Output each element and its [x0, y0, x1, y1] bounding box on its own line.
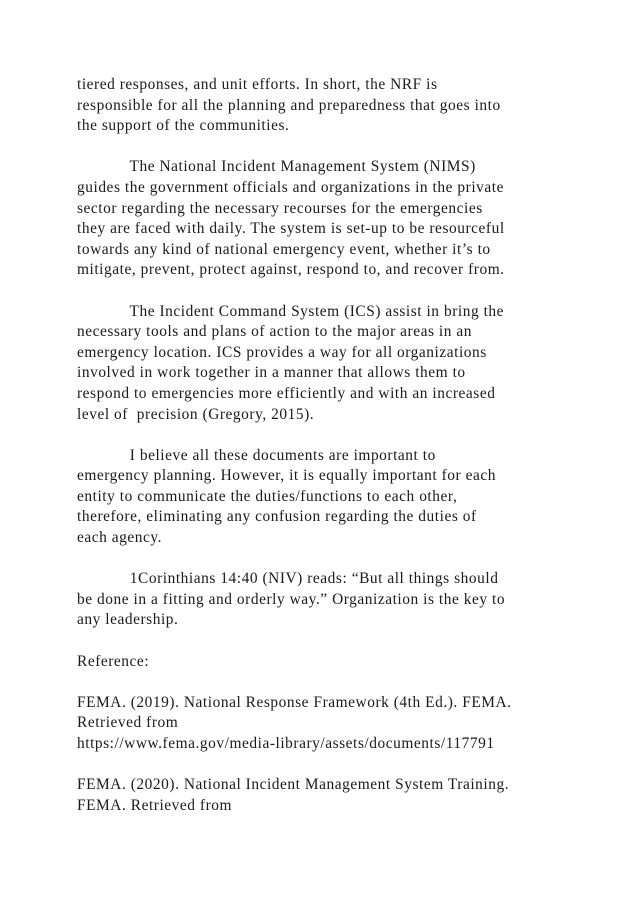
text-line: level of precision (Gregory, 2015).: [77, 405, 315, 423]
text-line: I believe all these documents are important to: [77, 446, 436, 464]
reference-entry-fema-2019: [77, 693, 597, 755]
text-line: towards any kind of national emergency event, whether it’s to: [77, 240, 491, 258]
reference-entry-fema-2020: [77, 775, 597, 816]
paragraph-spacer: [77, 281, 597, 302]
text-line: respond to emergencies more efficiently and with an increased: [77, 384, 496, 402]
reference-url: https://www.fema.gov/media-library/assets/documents/117791: [77, 735, 495, 752]
paragraph-spacer: [77, 425, 597, 446]
paragraph-nims: [77, 157, 597, 281]
reference-heading: [77, 652, 597, 673]
text-line: any leadership.: [77, 611, 179, 629]
paragraph-ics: [77, 302, 597, 426]
text-line: mitigate, prevent, protect against, respond to, and recover from.: [77, 261, 505, 279]
text-line: emergency planning. However, it is equally important for each: [77, 467, 496, 485]
paragraph-spacer: [77, 672, 597, 693]
text-line: necessary tools and plans of action to the major areas in an: [77, 323, 472, 341]
paragraph-nrf-continuation: [77, 75, 597, 137]
text-line: FEMA. (2020). National Incident Management System Training.: [77, 776, 510, 794]
paragraph-scripture: [77, 569, 597, 631]
paragraph-spacer: [77, 549, 597, 570]
text-line: 1Corinthians 14:40 (NIV) reads: “But all things should: [77, 570, 499, 588]
text-line: guides the government officials and organizations in the private: [77, 178, 504, 196]
text-line: The Incident Command System (ICS) assist in bring the: [77, 302, 505, 320]
paragraph-spacer: [77, 755, 597, 776]
text-line: Retrieved from: [77, 714, 179, 732]
text-line: each agency.: [77, 529, 163, 547]
text-line: responsible for all the planning and preparedness that goes into: [77, 96, 501, 114]
paragraph-spacer: [77, 137, 597, 158]
paragraph-spacer: [77, 631, 597, 652]
text-line: involved in work together in a manner that allows them to: [77, 364, 466, 382]
text-line: therefore, eliminating any confusion regarding the duties of: [77, 508, 477, 526]
text-line: emergency location. ICS provides a way for all organizations: [77, 343, 487, 361]
text-line: sector regarding the necessary recourses for the emergencies: [77, 199, 483, 217]
paragraph-belief: [77, 446, 597, 549]
text-line: be done in a fitting and orderly way.” Organization is the key to: [77, 590, 506, 608]
document-page: [77, 75, 597, 816]
text-line: Reference:: [77, 652, 150, 670]
text-line: FEMA. (2019). National Response Framework (4th Ed.). FEMA.: [77, 693, 512, 711]
text-line: FEMA. Retrieved from: [77, 796, 233, 814]
text-line: they are faced with daily. The system is set-up to be resourceful: [77, 220, 505, 238]
text-line: The National Incident Management System (NIMS): [77, 158, 476, 176]
text-line: entity to communicate the duties/functions to each other,: [77, 487, 458, 505]
text-line: the support of the communities.: [77, 117, 290, 135]
text-line: tiered responses, and unit efforts. In short, the NRF is: [77, 76, 438, 93]
